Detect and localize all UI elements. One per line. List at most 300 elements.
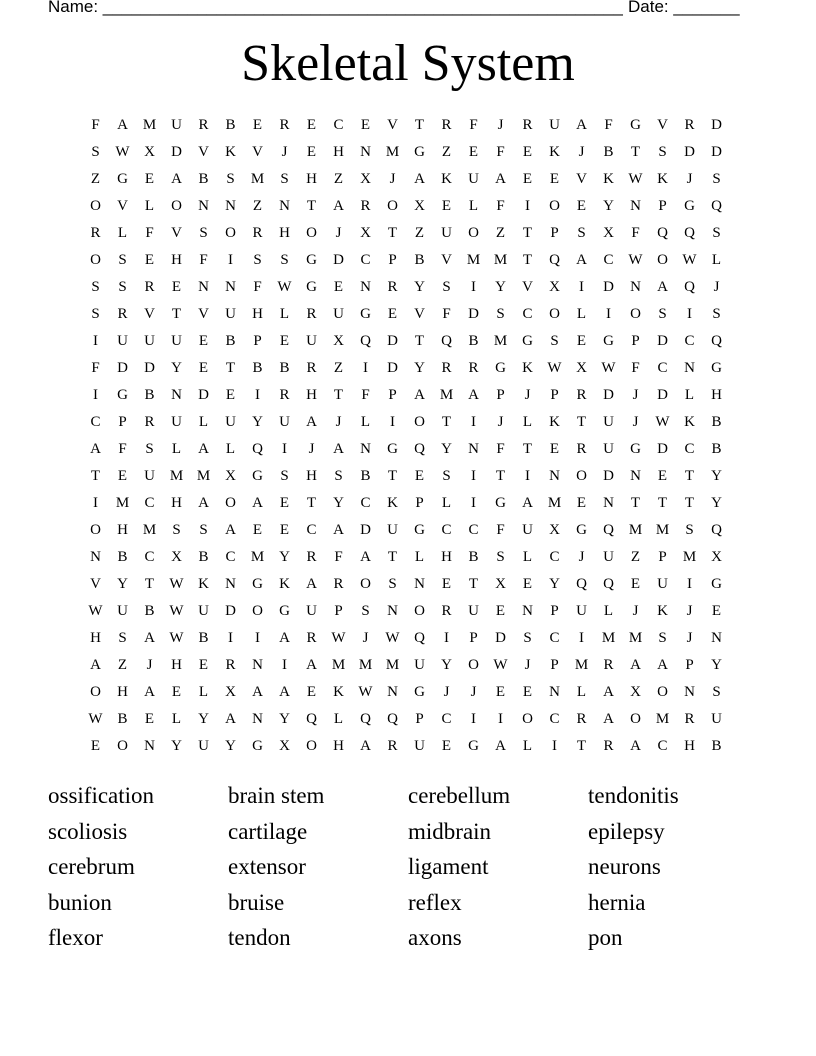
grid-letter: I xyxy=(363,360,368,376)
grid-letter: V xyxy=(144,306,155,322)
grid-letter: A xyxy=(657,279,668,295)
grid-letter: G xyxy=(684,198,695,214)
grid-letter: A xyxy=(360,738,371,754)
grid-row xyxy=(82,625,730,652)
grid-letter: K xyxy=(657,603,668,619)
grid-letter: H xyxy=(90,630,101,646)
grid-letter: U xyxy=(603,414,614,430)
date-field-label: Date: _______ xyxy=(628,0,740,16)
grid-letter: R xyxy=(603,738,614,754)
grid-letter: F xyxy=(253,279,262,295)
grid-letter: R xyxy=(279,117,290,133)
grid-letter: I xyxy=(255,630,260,646)
grid-letter: B xyxy=(198,171,209,187)
grid-letter: X xyxy=(225,468,236,484)
grid-letter: L xyxy=(171,711,182,727)
grid-letter: J xyxy=(497,117,504,133)
grid-letter: R xyxy=(306,549,317,565)
grid-letter: U xyxy=(711,711,722,727)
grid-letter: R xyxy=(144,414,155,430)
grid-letter: C xyxy=(684,441,695,457)
grid-letter: C xyxy=(441,711,452,727)
grid-letter: J xyxy=(524,387,531,403)
grid-letter: F xyxy=(496,144,505,160)
grid-letter: S xyxy=(334,468,343,484)
grid-letter: R xyxy=(198,117,209,133)
grid-letter: E xyxy=(306,144,317,160)
grid-letter: R xyxy=(576,711,587,727)
grid-letter: D xyxy=(603,279,614,295)
grid-letter: R xyxy=(684,117,695,133)
grid-letter: A xyxy=(198,441,209,457)
grid-letter: Z xyxy=(90,171,101,187)
grid-letter: A xyxy=(144,684,155,700)
grid-row xyxy=(82,193,730,220)
grid-letter: C xyxy=(90,414,101,430)
grid-letter: R xyxy=(279,387,290,403)
grid-letter: O xyxy=(549,306,560,322)
grid-letter: N xyxy=(549,684,560,700)
grid-letter: Y xyxy=(441,657,452,673)
grid-row xyxy=(82,598,730,625)
grid-letter: M xyxy=(385,657,400,673)
grid-letter: I xyxy=(579,630,584,646)
grid-letter: O xyxy=(468,657,479,673)
grid-letter: V xyxy=(198,306,209,322)
grid-letter: D xyxy=(657,441,668,457)
grid-letter: S xyxy=(712,171,721,187)
grid-letter: S xyxy=(712,684,721,700)
grid-letter: W xyxy=(385,630,400,646)
grid-letter: V xyxy=(441,252,452,268)
grid-letter: Z xyxy=(333,171,344,187)
grid-letter: I xyxy=(471,495,476,511)
grid-letter: G xyxy=(414,522,425,538)
grid-letter: N xyxy=(252,657,263,673)
grid-letter: P xyxy=(550,387,559,403)
grid-letter: G xyxy=(630,117,641,133)
word-bank-item: pon xyxy=(588,925,623,951)
grid-letter: M xyxy=(655,711,670,727)
grid-letter: S xyxy=(658,306,667,322)
grid-letter: G xyxy=(522,333,533,349)
grid-letter: S xyxy=(118,279,127,295)
grid-letter: C xyxy=(657,738,668,754)
grid-letter: E xyxy=(279,495,290,511)
grid-letter: H xyxy=(684,738,695,754)
grid-letter: N xyxy=(522,603,533,619)
grid-letter: L xyxy=(603,603,614,619)
grid-letter: P xyxy=(334,603,343,619)
grid-letter: J xyxy=(281,144,288,160)
grid-letter: I xyxy=(282,441,287,457)
grid-letter: K xyxy=(387,495,398,511)
grid-letter: E xyxy=(549,171,560,187)
grid-letter: L xyxy=(522,738,533,754)
grid-letter: F xyxy=(442,306,451,322)
grid-letter: S xyxy=(361,603,370,619)
grid-letter: T xyxy=(468,576,479,592)
grid-letter: U xyxy=(171,414,182,430)
grid-letter: Y xyxy=(252,414,263,430)
grid-letter: B xyxy=(711,441,722,457)
grid-letter: G xyxy=(414,684,425,700)
grid-letter: N xyxy=(630,198,641,214)
grid-letter: U xyxy=(198,738,209,754)
grid-letter: K xyxy=(549,144,560,160)
grid-letter: U xyxy=(198,603,209,619)
grid-letter: R xyxy=(468,360,479,376)
grid-letter: C xyxy=(144,495,155,511)
grid-letter: E xyxy=(306,117,317,133)
grid-letter: N xyxy=(171,387,182,403)
grid-letter: O xyxy=(387,198,398,214)
grid-letter: V xyxy=(657,117,668,133)
grid-letter: O xyxy=(576,468,587,484)
grid-letter: E xyxy=(144,711,155,727)
grid-letter: Y xyxy=(171,360,182,376)
page-title: Skeletal System xyxy=(241,35,575,92)
grid-letter: G xyxy=(495,495,506,511)
grid-letter: U xyxy=(117,333,128,349)
grid-letter: H xyxy=(171,252,182,268)
grid-letter: N xyxy=(279,198,290,214)
grid-letter: F xyxy=(145,225,154,241)
grid-letter: I xyxy=(471,711,476,727)
grid-letter: E xyxy=(360,117,371,133)
grid-letter: E xyxy=(414,468,425,484)
grid-letter: O xyxy=(657,252,668,268)
grid-letter: Y xyxy=(711,657,722,673)
grid-letter: Q xyxy=(711,198,722,214)
grid-letter: D xyxy=(117,360,128,376)
grid-letter: U xyxy=(117,603,128,619)
grid-letter: S xyxy=(118,630,127,646)
grid-letter: B xyxy=(144,603,155,619)
grid-letter: O xyxy=(522,711,533,727)
grid-letter: T xyxy=(225,360,236,376)
grid-letter: X xyxy=(279,738,290,754)
grid-letter: E xyxy=(468,144,479,160)
grid-letter: D xyxy=(468,306,479,322)
grid-letter: D xyxy=(603,387,614,403)
grid-letter: E xyxy=(306,684,317,700)
grid-letter: G xyxy=(711,576,722,592)
grid-letter: Y xyxy=(711,468,722,484)
grid-letter: A xyxy=(279,684,290,700)
grid-letter: F xyxy=(91,117,100,133)
grid-letter: E xyxy=(279,522,290,538)
grid-letter: N xyxy=(387,684,398,700)
grid-letter: P xyxy=(685,657,694,673)
grid-letter: W xyxy=(682,252,697,268)
grid-letter: C xyxy=(549,630,560,646)
grid-letter: E xyxy=(252,522,263,538)
grid-letter: B xyxy=(711,738,722,754)
grid-letter: E xyxy=(144,252,155,268)
grid-row xyxy=(82,436,730,463)
grid-letter: A xyxy=(252,495,263,511)
grid-letter: I xyxy=(525,468,530,484)
grid-letter: X xyxy=(630,684,641,700)
word-bank-item: midbrain xyxy=(408,818,492,844)
grid-letter: I xyxy=(471,414,476,430)
grid-letter: I xyxy=(282,657,287,673)
grid-letter: V xyxy=(252,144,263,160)
grid-letter: S xyxy=(145,441,154,457)
grid-letter: W xyxy=(115,144,130,160)
grid-letter: Y xyxy=(414,360,425,376)
grid-letter: E xyxy=(522,171,533,187)
grid-letter: I xyxy=(93,387,98,403)
word-bank-item: ligament xyxy=(408,854,489,880)
grid-row xyxy=(82,220,730,247)
grid-row xyxy=(82,301,730,328)
grid-letter: Y xyxy=(279,711,290,727)
grid-letter: L xyxy=(684,387,695,403)
grid-letter: T xyxy=(684,495,695,511)
grid-letter: D xyxy=(360,522,371,538)
grid-letter: N xyxy=(225,576,236,592)
grid-letter: C xyxy=(549,711,560,727)
grid-letter: C xyxy=(144,549,155,565)
grid-letter: N xyxy=(360,279,371,295)
grid-letter: A xyxy=(495,171,506,187)
grid-letter: W xyxy=(88,603,103,619)
grid-letter: M xyxy=(466,252,481,268)
grid-letter: K xyxy=(279,576,290,592)
grid-letter: R xyxy=(333,576,344,592)
grid-letter: E xyxy=(279,333,290,349)
grid-letter: A xyxy=(198,495,209,511)
grid-letter: X xyxy=(495,576,506,592)
grid-letter: S xyxy=(91,144,100,160)
grid-letter: C xyxy=(333,117,344,133)
grid-letter: O xyxy=(360,576,371,592)
grid-letter: D xyxy=(657,333,668,349)
grid-letter: I xyxy=(444,630,449,646)
grid-letter: Q xyxy=(711,333,722,349)
grid-letter: P xyxy=(550,225,559,241)
grid-letter: R xyxy=(684,711,695,727)
word-bank-item: reflex xyxy=(408,889,462,915)
grid-letter: T xyxy=(306,495,317,511)
grid-letter: M xyxy=(493,252,508,268)
grid-letter: D xyxy=(711,117,722,133)
grid-letter: F xyxy=(496,198,505,214)
grid-letter: Z xyxy=(495,225,506,241)
grid-letter: Q xyxy=(414,441,425,457)
grid-letter: I xyxy=(687,576,692,592)
grid-letter: J xyxy=(632,603,639,619)
grid-letter: A xyxy=(333,522,344,538)
grid-letter: B xyxy=(144,387,155,403)
grid-letter: T xyxy=(414,117,425,133)
grid-letter: I xyxy=(552,738,557,754)
grid-letter: L xyxy=(198,684,209,700)
grid-letter: C xyxy=(360,252,371,268)
grid-row xyxy=(82,679,730,706)
grid-letter: C xyxy=(522,306,533,322)
word-bank-item: epilepsy xyxy=(588,818,665,844)
grid-letter: M xyxy=(601,630,616,646)
grid-letter: U xyxy=(225,306,236,322)
grid-letter: R xyxy=(90,225,101,241)
grid-letter: K xyxy=(684,414,695,430)
grid-row xyxy=(82,571,730,598)
grid-letter: G xyxy=(117,171,128,187)
grid-letter: Y xyxy=(603,198,614,214)
grid-letter: W xyxy=(88,711,103,727)
grid-letter: P xyxy=(658,549,667,565)
grid-letter: N xyxy=(711,630,722,646)
grid-letter: Q xyxy=(684,279,695,295)
grid-letter: T xyxy=(171,306,182,322)
grid-letter: S xyxy=(199,522,208,538)
grid-letter: O xyxy=(117,738,128,754)
grid-letter: F xyxy=(631,360,640,376)
grid-letter: O xyxy=(90,684,101,700)
grid-letter: I xyxy=(579,279,584,295)
grid-letter: S xyxy=(685,522,694,538)
grid-row xyxy=(82,463,730,490)
grid-letter: B xyxy=(468,333,479,349)
grid-letter: F xyxy=(199,252,208,268)
grid-letter: Q xyxy=(252,441,263,457)
grid-letter: U xyxy=(387,522,398,538)
grid-letter: Q xyxy=(360,333,371,349)
grid-letter: C xyxy=(225,549,236,565)
grid-letter: X xyxy=(603,225,614,241)
grid-letter: N xyxy=(198,279,209,295)
grid-letter: H xyxy=(117,684,128,700)
grid-letter: R xyxy=(576,387,587,403)
grid-letter: J xyxy=(308,441,315,457)
grid-letter: P xyxy=(550,603,559,619)
grid-letter: F xyxy=(361,387,370,403)
grid-letter: B xyxy=(603,144,614,160)
grid-letter: A xyxy=(117,117,128,133)
grid-letter: W xyxy=(493,657,508,673)
grid-letter: E xyxy=(657,468,668,484)
grid-letter: M xyxy=(358,657,373,673)
grid-letter: M xyxy=(628,522,643,538)
grid-row xyxy=(82,490,730,517)
grid-letter: O xyxy=(657,684,668,700)
grid-letter: S xyxy=(280,252,289,268)
grid-letter: X xyxy=(225,684,236,700)
grid-letter: O xyxy=(90,198,101,214)
grid-letter: T xyxy=(90,468,101,484)
grid-row xyxy=(82,409,730,436)
grid-letter: U xyxy=(306,603,317,619)
grid-letter: M xyxy=(115,495,130,511)
grid-letter: E xyxy=(333,279,344,295)
grid-letter: Y xyxy=(441,441,452,457)
grid-letter: N xyxy=(225,198,236,214)
grid-row xyxy=(82,328,730,355)
grid-letter: C xyxy=(684,333,695,349)
grid-letter: R xyxy=(387,279,398,295)
grid-letter: B xyxy=(252,360,263,376)
grid-letter: Z xyxy=(630,549,641,565)
name-field-label: Name: _______________________________________________________ xyxy=(48,0,623,16)
grid-letter: A xyxy=(603,684,614,700)
grid-letter: U xyxy=(414,738,425,754)
grid-letter: O xyxy=(90,522,101,538)
grid-letter: L xyxy=(171,441,182,457)
grid-letter: I xyxy=(498,711,503,727)
grid-letter: A xyxy=(90,657,101,673)
grid-letter: V xyxy=(171,225,182,241)
grid-letter: X xyxy=(171,549,182,565)
grid-letter: C xyxy=(360,495,371,511)
grid-row xyxy=(82,139,730,166)
grid-letter: S xyxy=(199,225,208,241)
grid-letter: E xyxy=(711,603,722,619)
grid-letter: K xyxy=(198,576,209,592)
grid-letter: Y xyxy=(495,279,506,295)
grid-letter: A xyxy=(225,522,236,538)
grid-letter: A xyxy=(252,684,263,700)
word-bank-item: cerebellum xyxy=(408,783,511,808)
word-bank-item: axons xyxy=(408,925,462,951)
grid-letter: B xyxy=(117,549,128,565)
grid-letter: D xyxy=(387,360,398,376)
grid-letter: L xyxy=(468,198,479,214)
grid-letter: K xyxy=(441,171,452,187)
grid-letter: O xyxy=(414,414,425,430)
grid-letter: K xyxy=(657,171,668,187)
grid-letter: J xyxy=(362,630,369,646)
grid-letter: A xyxy=(306,576,317,592)
grid-letter: H xyxy=(306,387,317,403)
grid-letter: C xyxy=(657,360,668,376)
grid-letter: L xyxy=(279,306,290,322)
grid-letter: W xyxy=(655,414,670,430)
grid-letter: L xyxy=(414,549,425,565)
grid-letter: N xyxy=(144,738,155,754)
grid-letter: R xyxy=(117,306,128,322)
grid-letter: R xyxy=(360,198,371,214)
grid-letter: P xyxy=(118,414,127,430)
grid-letter: O xyxy=(252,603,263,619)
grid-letter: S xyxy=(712,306,721,322)
grid-letter: S xyxy=(280,171,289,187)
grid-letter: C xyxy=(441,522,452,538)
grid-letter: P xyxy=(496,387,505,403)
grid-letter: F xyxy=(604,117,613,133)
grid-letter: V xyxy=(198,144,209,160)
grid-letter: L xyxy=(522,414,533,430)
grid-letter: A xyxy=(576,117,587,133)
grid-letter: F xyxy=(469,117,478,133)
grid-letter: S xyxy=(577,225,586,241)
grid-letter: N xyxy=(603,495,614,511)
grid-letter: C xyxy=(468,522,479,538)
grid-row xyxy=(82,544,730,571)
grid-letter: U xyxy=(306,333,317,349)
grid-letter: U xyxy=(468,171,479,187)
grid-letter: U xyxy=(171,117,182,133)
grid-letter: D xyxy=(495,630,506,646)
grid-letter: W xyxy=(628,252,643,268)
grid-letter: K xyxy=(522,360,533,376)
grid-letter: D xyxy=(684,144,695,160)
grid-letter: P xyxy=(388,252,397,268)
grid-letter: E xyxy=(90,738,101,754)
grid-letter: M xyxy=(169,468,184,484)
